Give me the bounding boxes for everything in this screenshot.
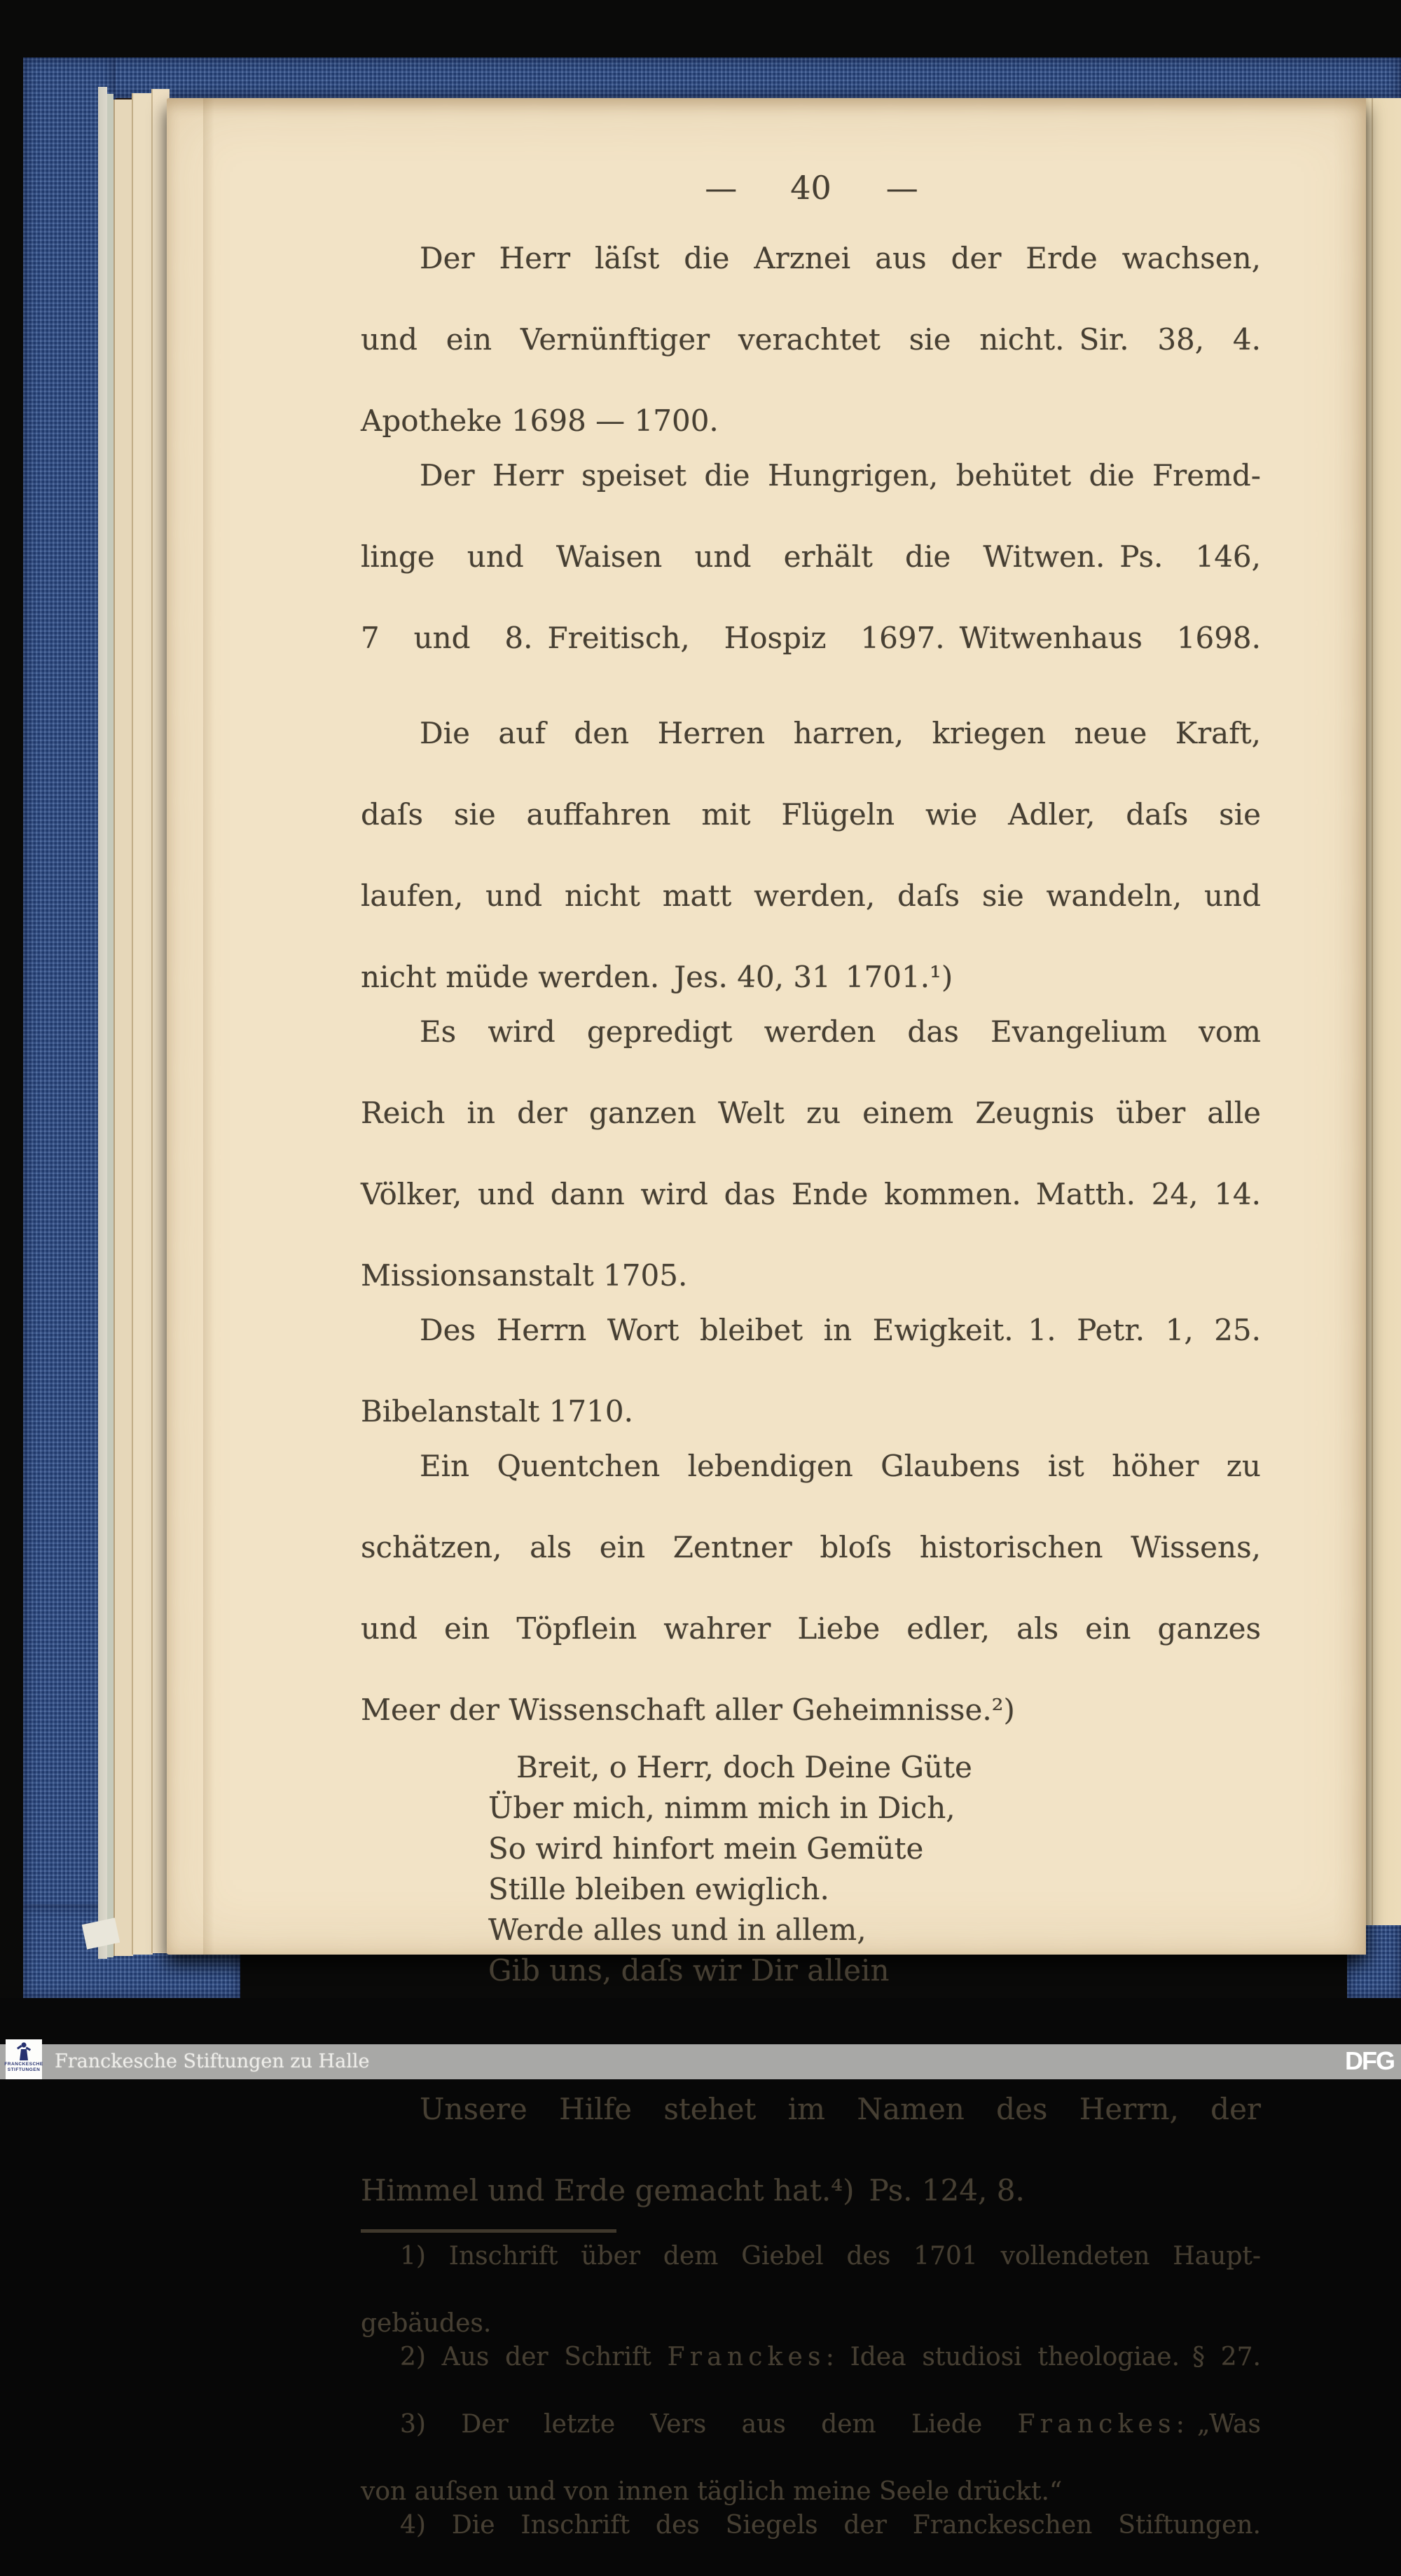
text-line: Breit, o Herr, doch Deine Güte: [516, 1750, 972, 1784]
adjacent-page-edge: [1363, 98, 1401, 1925]
header-dash-left: —: [705, 169, 736, 207]
footer-institution-label: Franckesche Stiftungen zu Halle: [55, 2051, 370, 2072]
paragraph-block: [361, 238, 1261, 441]
text-line: linge und Waisen und erhält die Witwen. Ps. 146,: [361, 539, 1261, 574]
text-line: 7 und 8. Freitisch, Hospiz 1697. Witwenhaus 1698.: [361, 621, 1261, 655]
page-stack-edge: [132, 93, 153, 1955]
paragraph-block: [361, 2089, 1261, 2211]
text-line: Die auf den Herren harren, kriegen neue Kraft,: [420, 716, 1261, 750]
logo-caption-line2: STIFTUNGEN: [7, 2067, 41, 2072]
paragraph-block: [361, 1310, 1261, 1432]
text-line: Über mich, nimm mich in Dich,: [488, 1791, 955, 1825]
page-number: 40: [790, 169, 831, 207]
text-line: Werde alles und in allem,: [488, 1913, 867, 1947]
logo-caption-line1: FRANCKESCHE: [4, 2062, 43, 2067]
book-cover-cloth-top: [23, 57, 1401, 102]
body-text: [361, 238, 1261, 2211]
footnote-separator: [361, 2229, 616, 2233]
text-line: Bibelanstalt 1710.: [361, 1394, 633, 1428]
franckesche-stiftungen-logo: [6, 2039, 42, 2079]
text-line: gebäudes.: [361, 2309, 492, 2338]
text-line: 4) Die Inschrift des Siegels der Franckeschen Stiftungen.: [400, 2511, 1261, 2540]
text-line: Stille bleiben ewiglich.: [488, 1872, 829, 1906]
scan-bottom-strip: [0, 1998, 1401, 2044]
text-line: Es wird gepredigt werden das Evangelium vom: [420, 1014, 1261, 1049]
text-line: Meer der Wissenschaft aller Geheimnisse.²): [361, 1693, 1015, 1727]
text-line: von auſsen und von innen täglich meine Seele drückt.“: [361, 2477, 1063, 2506]
text-line: schätzen, als ein Zentner bloſs historischen Wissens,: [361, 1530, 1261, 1564]
paragraph-block: [361, 1012, 1261, 1296]
franckesche-logo-figure-icon: [10, 2041, 38, 2062]
paragraph-block: [361, 455, 1261, 699]
footnote-block: [361, 2509, 1261, 2576]
header-dash-right: —: [885, 169, 917, 207]
text-line: Missionsanstalt 1705.: [361, 1258, 688, 1293]
text-line: Apotheke 1698 — 1700.: [361, 404, 719, 438]
text-line: Völker, und dann wird das Ende kommen. Matth. 24, 14.: [361, 1177, 1261, 1211]
text-column: [361, 98, 1261, 2576]
page-stack-edge: [107, 94, 113, 1957]
text-line: Reich in der ganzen Welt zu einem Zeugnis über alle: [361, 1096, 1261, 1130]
text-line: nicht müde werden. Jes. 40, 31 1701.¹): [361, 960, 953, 994]
text-line: Der Herr speiset die Hungrigen, behütet die Fremd-: [420, 458, 1261, 493]
text-line: Des Herrn Wort bleibet in Ewigkeit. 1. Petr. 1, 25.: [420, 1313, 1261, 1347]
page-header: [361, 167, 1261, 209]
text-line: daſs sie auffahren mit Flügeln wie Adler, daſs sie: [361, 797, 1261, 832]
text-line: Himmel und Erde gemacht hat.⁴) Ps. 124, 8.: [361, 2173, 1025, 2207]
footnote-block: [361, 2408, 1261, 2509]
text-line: Ein Quentchen lebendigen Glaubens ist höher zu: [420, 1449, 1261, 1483]
text-line: 3) Der letzte Vers aus dem Liede F r a n c k e s : „Was: [400, 2410, 1261, 2439]
text-line: Der Herr läſst die Arznei aus der Erde wachsen,: [420, 241, 1261, 275]
page-stack-edge: [113, 99, 133, 1956]
text-line: 1) Inschrift über dem Giebel des 1701 vollendeten Haupt-: [400, 2242, 1261, 2271]
footer-bar: [0, 2044, 1401, 2079]
dfg-logo: DFG: [1345, 2046, 1394, 2075]
paragraph-block: [361, 713, 1261, 998]
page-fold-line: [1372, 98, 1373, 1925]
binding-crease: [203, 98, 214, 1955]
footnotes: [361, 2240, 1261, 2576]
text-line: 2) Aus der Schrift F r a n c k e s : Idea studiosi theologiae. § 27.: [400, 2343, 1261, 2371]
footnote-block: [361, 2240, 1261, 2341]
text-line: So wird hinfort mein Gemüte: [488, 1831, 924, 1866]
text-line: und ein Töpflein wahrer Liebe edler, als ein ganzes: [361, 1611, 1261, 1646]
text-line: laufen, und nicht matt werden, daſs sie wandeln, und: [361, 879, 1261, 913]
text-line: Unsere Hilfe stehet im Namen des Herrn, der: [420, 2092, 1261, 2126]
page-stack-edge: [98, 87, 107, 1959]
paragraph-block: [361, 1446, 1261, 1730]
footnote-block: [361, 2341, 1261, 2408]
text-line: und ein Vernünftiger verachtet sie nicht. Sir. 38, 4.: [361, 322, 1261, 357]
text-line: Gib uns, daſs wir Dir allein: [488, 1953, 890, 1988]
